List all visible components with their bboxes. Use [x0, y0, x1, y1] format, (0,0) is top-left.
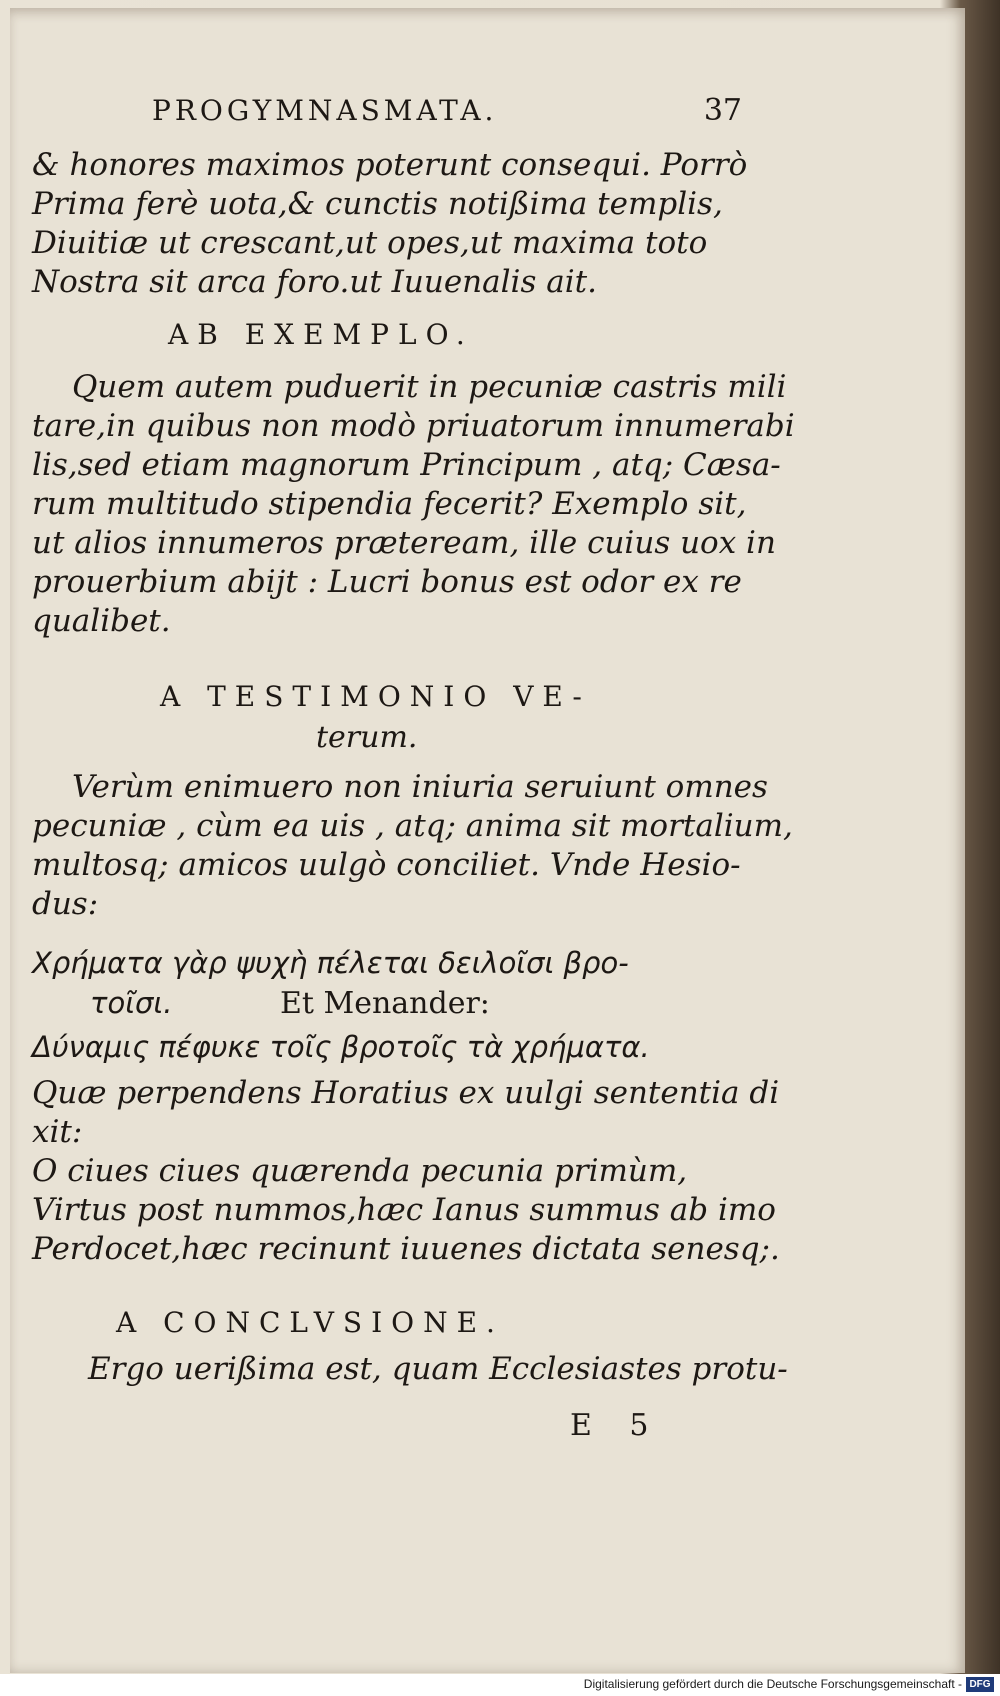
greek-quote-hesiod: Χρήματα γὰρ ψυχὴ πέλεται δειλοῖσι βρο-	[32, 946, 629, 980]
text-line: qualibet.	[32, 603, 171, 639]
text-line: tare,in quibus non modò priuatorum innumerabi	[32, 408, 795, 444]
text-line: Perdocet,hæc recinunt iuuenes dictata senesq;.	[32, 1231, 780, 1267]
text-line: rum multitudo stipendia fecerit? Exemplo sit,	[32, 486, 747, 522]
text-line: multosq; amicos uulgò conciliet. Vnde Hesio-	[32, 847, 741, 883]
text-line: Verùm enimuero non iniuria seruiunt omnes	[72, 769, 768, 805]
text-block-testimonio	[32, 768, 793, 924]
running-head	[152, 93, 742, 128]
text-line: xit:	[32, 1114, 83, 1150]
running-title: PROGYMNASMATA.	[152, 94, 498, 127]
text-line: Prima ferè uota,& cunctis notißima templis,	[32, 186, 723, 222]
menander-intro: Et Menander:	[280, 986, 490, 1021]
book-page	[10, 8, 965, 1673]
text-block-conclusione	[32, 1350, 788, 1389]
text-block-horace	[32, 1074, 780, 1269]
greek-quote-hesiod-cont: τοῖσι.	[90, 986, 173, 1020]
section-heading-exemplo: AB EXEMPLO.	[168, 318, 474, 351]
section-heading-testimonio-cont: terum.	[316, 720, 418, 755]
section-heading-conclusione: A CONCLVSIONE.	[116, 1306, 504, 1339]
greek-quote-menander: Δύναμις πέφυκε τοῖς βροτοῖς τὰ χρήματα.	[32, 1030, 650, 1064]
footer-credit: Digitalisierung gefördert durch die Deutsche Forschungsgemeinschaft -	[583, 1677, 962, 1691]
text-line: ut alios innumeros præteream, ille cuius uox in	[32, 525, 776, 561]
signature-mark: E 5	[570, 1408, 663, 1443]
text-line: Quæ perpendens Horatius ex uulgi sententia di	[32, 1075, 780, 1111]
text-line: Nostra sit arca foro.ut Iuuenalis ait.	[32, 264, 597, 300]
text-line: prouerbium abijt : Lucri bonus est odor ex re	[32, 564, 742, 600]
text-line: dus:	[32, 886, 99, 922]
text-line: Ergo uerißima est, quam Ecclesiastes protu-	[88, 1351, 788, 1387]
text-line: O ciues ciues quærenda pecunia primùm,	[32, 1153, 688, 1189]
text-line: Virtus post nummos,hæc Ianus summus ab imo	[32, 1192, 776, 1228]
text-line: pecuniæ , cùm ea uis , atq; anima sit mortalium,	[32, 808, 793, 844]
page-number: 37	[703, 93, 742, 128]
text-line: & honores maximos poterunt consequi. Porrò	[32, 147, 748, 183]
text-line: Quem autem puduerit in pecuniæ castris mili	[72, 369, 787, 405]
text-line: lis,sed etiam magnorum Principum , atq; Cæsa-	[32, 447, 781, 483]
text-line: Diuitiæ ut crescant,ut opes,ut maxima toto	[32, 225, 708, 261]
text-block-exemplo	[32, 368, 795, 641]
digitization-footer	[0, 1674, 1000, 1696]
section-heading-testimonio: A TESTIMONIO VE-	[160, 680, 591, 713]
dfg-logo: DFG	[966, 1677, 994, 1692]
